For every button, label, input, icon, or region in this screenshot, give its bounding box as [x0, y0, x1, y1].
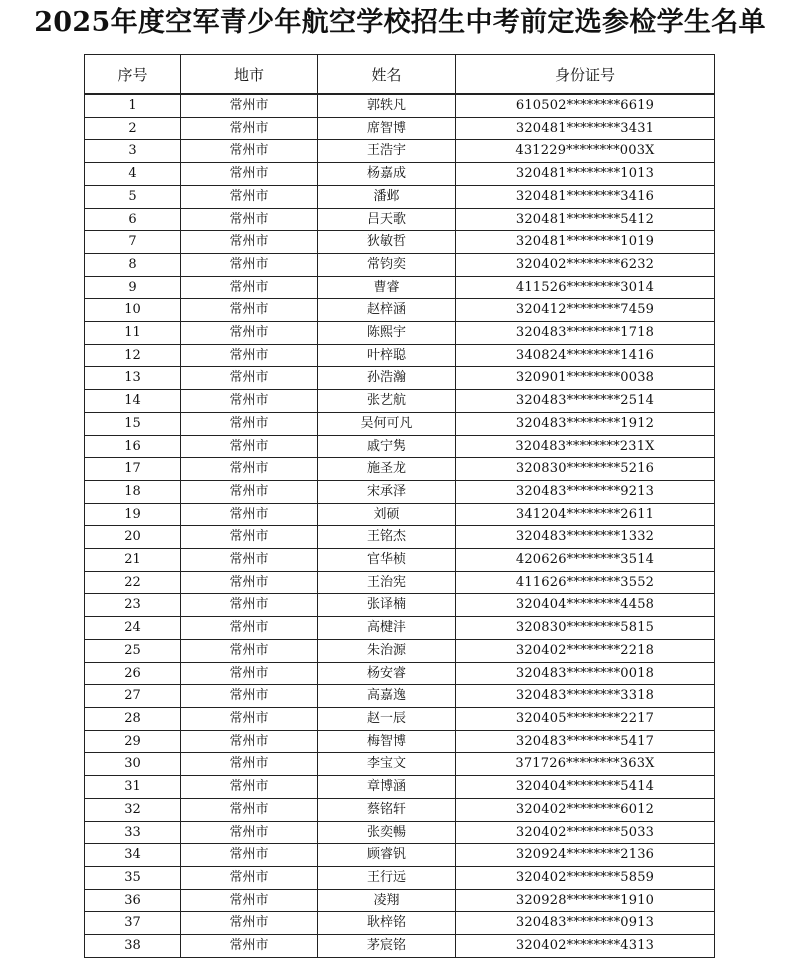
cell-name: 郭轶凡 [318, 94, 456, 117]
cell-serial: 2 [85, 117, 181, 140]
cell-id-number: 420626********3514 [456, 549, 715, 572]
cell-serial: 6 [85, 208, 181, 231]
table-row [85, 594, 715, 617]
table-row [85, 276, 715, 299]
table-row [85, 889, 715, 912]
table-row [85, 185, 715, 208]
table-row [85, 503, 715, 526]
cell-id-number: 431229********003X [456, 140, 715, 163]
header-id-number: 身份证号 [456, 55, 715, 95]
cell-serial: 36 [85, 889, 181, 912]
cell-city: 常州市 [181, 753, 318, 776]
cell-name: 席智博 [318, 117, 456, 140]
cell-city: 常州市 [181, 685, 318, 708]
table-row [85, 549, 715, 572]
cell-id-number: 320402********2218 [456, 639, 715, 662]
cell-id-number: 320402********6012 [456, 798, 715, 821]
cell-serial: 18 [85, 480, 181, 503]
table-row [85, 753, 715, 776]
cell-serial: 22 [85, 571, 181, 594]
table-row [85, 140, 715, 163]
table-body [85, 94, 715, 957]
cell-id-number: 320402********4313 [456, 935, 715, 958]
cell-name: 王浩宇 [318, 140, 456, 163]
cell-id-number: 320924********2136 [456, 844, 715, 867]
cell-name: 章博涵 [318, 776, 456, 799]
cell-serial: 34 [85, 844, 181, 867]
table-row [85, 117, 715, 140]
cell-name: 赵梓涵 [318, 299, 456, 322]
cell-id-number: 320483********2514 [456, 390, 715, 413]
cell-id-number: 320483********0913 [456, 912, 715, 935]
table-row [85, 458, 715, 481]
table-row [85, 844, 715, 867]
cell-name: 张译楠 [318, 594, 456, 617]
cell-serial: 25 [85, 639, 181, 662]
cell-city: 常州市 [181, 935, 318, 958]
table-row [85, 322, 715, 345]
cell-serial: 11 [85, 322, 181, 345]
cell-id-number: 320481********3416 [456, 185, 715, 208]
cell-city: 常州市 [181, 412, 318, 435]
cell-id-number: 320830********5815 [456, 617, 715, 640]
cell-city: 常州市 [181, 253, 318, 276]
cell-serial: 23 [85, 594, 181, 617]
cell-serial: 10 [85, 299, 181, 322]
cell-city: 常州市 [181, 299, 318, 322]
cell-city: 常州市 [181, 458, 318, 481]
cell-name: 耿梓铭 [318, 912, 456, 935]
table-row [85, 412, 715, 435]
cell-city: 常州市 [181, 639, 318, 662]
cell-city: 常州市 [181, 617, 318, 640]
cell-name: 叶梓聪 [318, 344, 456, 367]
cell-serial: 20 [85, 526, 181, 549]
cell-city: 常州市 [181, 821, 318, 844]
cell-name: 孙浩瀚 [318, 367, 456, 390]
cell-id-number: 320483********1332 [456, 526, 715, 549]
table-row [85, 912, 715, 935]
table-row [85, 390, 715, 413]
cell-name: 曹睿 [318, 276, 456, 299]
cell-name: 顾睿钒 [318, 844, 456, 867]
cell-serial: 12 [85, 344, 181, 367]
table-row [85, 208, 715, 231]
cell-name: 高嘉逸 [318, 685, 456, 708]
cell-name: 高楗沣 [318, 617, 456, 640]
cell-id-number: 320483********231X [456, 435, 715, 458]
cell-name: 官华桢 [318, 549, 456, 572]
cell-serial: 30 [85, 753, 181, 776]
cell-id-number: 320481********1019 [456, 231, 715, 254]
cell-city: 常州市 [181, 889, 318, 912]
cell-id-number: 320481********1013 [456, 163, 715, 186]
cell-id-number: 320483********1718 [456, 322, 715, 345]
cell-id-number: 320830********5216 [456, 458, 715, 481]
cell-serial: 29 [85, 730, 181, 753]
cell-city: 常州市 [181, 526, 318, 549]
cell-city: 常州市 [181, 344, 318, 367]
table-row [85, 707, 715, 730]
cell-serial: 27 [85, 685, 181, 708]
table-row [85, 163, 715, 186]
cell-city: 常州市 [181, 798, 318, 821]
cell-id-number: 320901********0038 [456, 367, 715, 390]
table-row [85, 299, 715, 322]
cell-serial: 38 [85, 935, 181, 958]
table-row [85, 526, 715, 549]
table-row [85, 639, 715, 662]
cell-city: 常州市 [181, 276, 318, 299]
cell-id-number: 320483********3318 [456, 685, 715, 708]
cell-id-number: 320412********7459 [456, 299, 715, 322]
cell-serial: 15 [85, 412, 181, 435]
table-row [85, 253, 715, 276]
cell-city: 常州市 [181, 163, 318, 186]
cell-city: 常州市 [181, 480, 318, 503]
cell-name: 赵一辰 [318, 707, 456, 730]
table-row [85, 662, 715, 685]
table-row [85, 435, 715, 458]
cell-city: 常州市 [181, 435, 318, 458]
cell-name: 杨嘉成 [318, 163, 456, 186]
cell-id-number: 340824********1416 [456, 344, 715, 367]
cell-id-number: 320483********9213 [456, 480, 715, 503]
header-serial: 序号 [85, 55, 181, 95]
table-row [85, 776, 715, 799]
table-row [85, 94, 715, 117]
cell-serial: 19 [85, 503, 181, 526]
cell-name: 茅宸铭 [318, 935, 456, 958]
table-row [85, 367, 715, 390]
cell-name: 陈熙宇 [318, 322, 456, 345]
cell-name: 梅智博 [318, 730, 456, 753]
cell-name: 张奕暢 [318, 821, 456, 844]
header-city: 地市 [181, 55, 318, 95]
cell-id-number: 320405********2217 [456, 707, 715, 730]
cell-name: 常钧奕 [318, 253, 456, 276]
cell-id-number: 411526********3014 [456, 276, 715, 299]
cell-city: 常州市 [181, 117, 318, 140]
cell-name: 朱治源 [318, 639, 456, 662]
cell-id-number: 320483********0018 [456, 662, 715, 685]
cell-id-number: 320483********1912 [456, 412, 715, 435]
cell-city: 常州市 [181, 185, 318, 208]
cell-name: 刘硕 [318, 503, 456, 526]
cell-serial: 31 [85, 776, 181, 799]
cell-city: 常州市 [181, 231, 318, 254]
cell-id-number: 610502********6619 [456, 94, 715, 117]
cell-city: 常州市 [181, 866, 318, 889]
cell-city: 常州市 [181, 662, 318, 685]
table-header [85, 55, 715, 95]
cell-serial: 14 [85, 390, 181, 413]
cell-name: 吕天歌 [318, 208, 456, 231]
cell-city: 常州市 [181, 912, 318, 935]
cell-serial: 17 [85, 458, 181, 481]
cell-serial: 13 [85, 367, 181, 390]
cell-id-number: 320481********3431 [456, 117, 715, 140]
cell-name: 杨安睿 [318, 662, 456, 685]
student-list-table [84, 54, 715, 958]
cell-serial: 9 [85, 276, 181, 299]
cell-serial: 26 [85, 662, 181, 685]
cell-name: 王铭杰 [318, 526, 456, 549]
cell-id-number: 320404********5414 [456, 776, 715, 799]
cell-name: 狄敏哲 [318, 231, 456, 254]
table-row [85, 935, 715, 958]
cell-serial: 32 [85, 798, 181, 821]
cell-serial: 37 [85, 912, 181, 935]
header-name: 姓名 [318, 55, 456, 95]
cell-city: 常州市 [181, 503, 318, 526]
cell-id-number: 320402********5859 [456, 866, 715, 889]
cell-name: 张艺航 [318, 390, 456, 413]
table-row [85, 821, 715, 844]
cell-serial: 8 [85, 253, 181, 276]
cell-name: 王治宪 [318, 571, 456, 594]
cell-name: 潘邺 [318, 185, 456, 208]
cell-name: 宋承泽 [318, 480, 456, 503]
cell-serial: 33 [85, 821, 181, 844]
cell-id-number: 320483********5417 [456, 730, 715, 753]
cell-city: 常州市 [181, 549, 318, 572]
cell-city: 常州市 [181, 730, 318, 753]
cell-name: 戚宁隽 [318, 435, 456, 458]
cell-id-number: 411626********3552 [456, 571, 715, 594]
page-title: 2025年度空军青少年航空学校招生中考前定选参检学生名单 [34, 7, 766, 38]
cell-serial: 28 [85, 707, 181, 730]
cell-city: 常州市 [181, 776, 318, 799]
cell-id-number: 371726********363X [456, 753, 715, 776]
cell-serial: 5 [85, 185, 181, 208]
cell-name: 王行远 [318, 866, 456, 889]
cell-serial: 21 [85, 549, 181, 572]
cell-name: 吴何可凡 [318, 412, 456, 435]
cell-id-number: 320402********6232 [456, 253, 715, 276]
cell-serial: 4 [85, 163, 181, 186]
cell-id-number: 320928********1910 [456, 889, 715, 912]
table-row [85, 685, 715, 708]
cell-name: 凌翔 [318, 889, 456, 912]
header-row [85, 55, 715, 95]
cell-name: 李宝文 [318, 753, 456, 776]
cell-city: 常州市 [181, 594, 318, 617]
table-row [85, 571, 715, 594]
cell-serial: 3 [85, 140, 181, 163]
cell-city: 常州市 [181, 208, 318, 231]
cell-serial: 16 [85, 435, 181, 458]
cell-city: 常州市 [181, 140, 318, 163]
table-row [85, 730, 715, 753]
cell-id-number: 320481********5412 [456, 208, 715, 231]
cell-city: 常州市 [181, 844, 318, 867]
cell-city: 常州市 [181, 707, 318, 730]
table-row [85, 480, 715, 503]
table-row [85, 798, 715, 821]
cell-city: 常州市 [181, 390, 318, 413]
cell-serial: 35 [85, 866, 181, 889]
table-row [85, 344, 715, 367]
cell-city: 常州市 [181, 367, 318, 390]
cell-city: 常州市 [181, 94, 318, 117]
cell-id-number: 320404********4458 [456, 594, 715, 617]
cell-name: 施圣龙 [318, 458, 456, 481]
cell-id-number: 320402********5033 [456, 821, 715, 844]
cell-city: 常州市 [181, 322, 318, 345]
cell-serial: 1 [85, 94, 181, 117]
cell-city: 常州市 [181, 571, 318, 594]
table-row [85, 617, 715, 640]
table-row [85, 231, 715, 254]
cell-id-number: 341204********2611 [456, 503, 715, 526]
cell-serial: 7 [85, 231, 181, 254]
cell-name: 蔡铭轩 [318, 798, 456, 821]
cell-serial: 24 [85, 617, 181, 640]
table-row [85, 866, 715, 889]
